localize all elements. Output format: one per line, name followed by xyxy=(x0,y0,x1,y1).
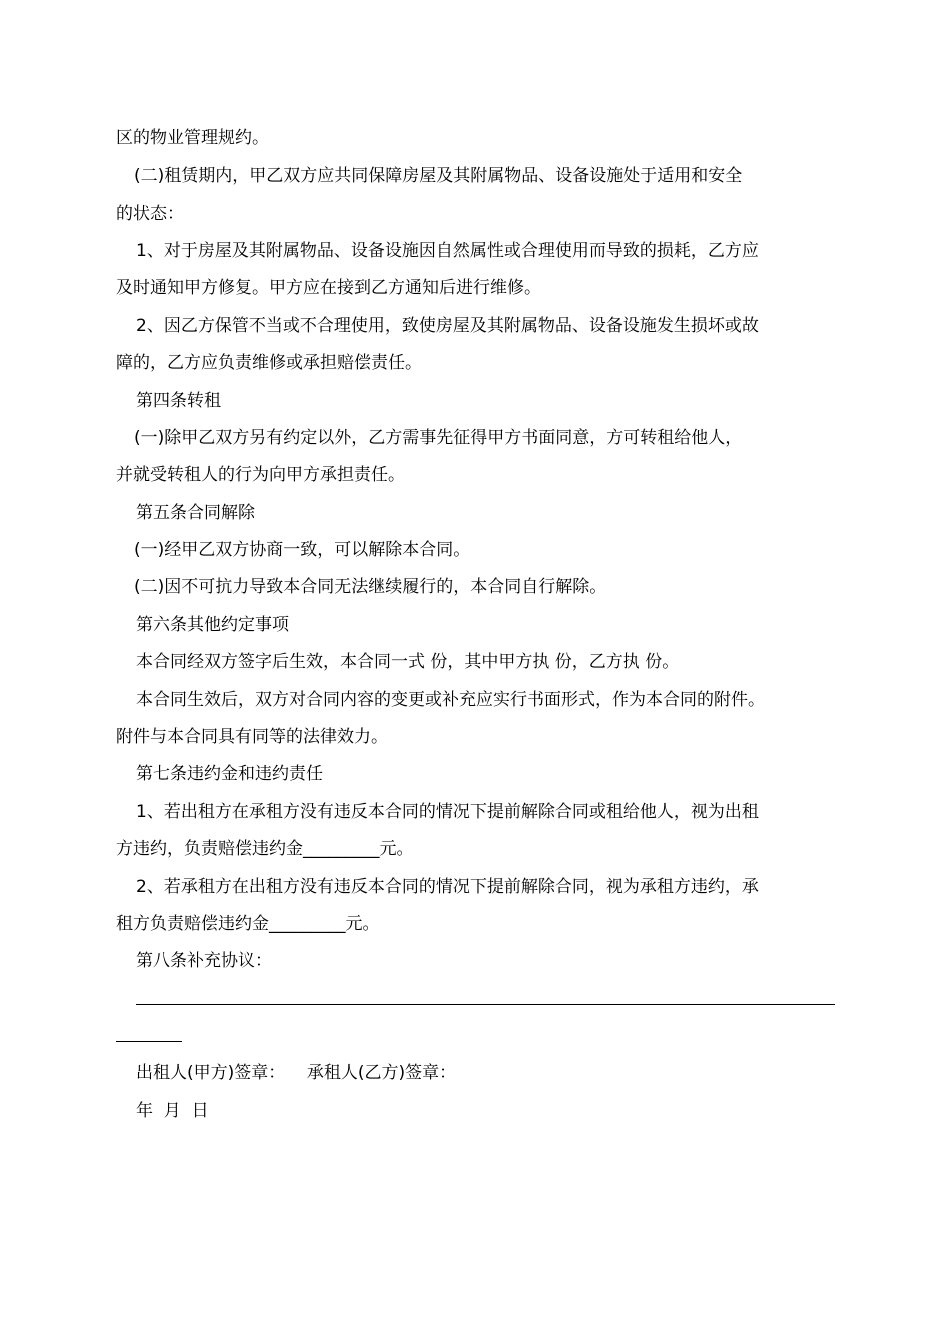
paragraph-line: 1、对于房屋及其附属物品、设备设施因自然属性或合理使用而导致的损耗，乙方应 xyxy=(136,241,759,261)
paragraph-line: 2、因乙方保管不当或不合理使用，致使房屋及其附属物品、设备设施发生损坏或故 xyxy=(136,316,759,336)
paragraph-line: 障的，乙方应负责维修或承担赔偿责任。 xyxy=(116,353,422,373)
paragraph-line: 区的物业管理规约。 xyxy=(116,128,269,148)
section-heading: 第八条补充协议： xyxy=(136,951,272,971)
paragraph-line: 租方负责赔偿违约金_________元。 xyxy=(116,914,380,934)
paragraph-line: 及时通知甲方修复。甲方应在接到乙方通知后进行维修。 xyxy=(116,278,541,298)
paragraph-line: 本合同经双方签字后生效，本合同一式 份，其中甲方执 份，乙方执 份。 xyxy=(136,652,680,672)
paragraph-line: 方违约，负责赔偿违约金_________元。 xyxy=(116,839,414,859)
supplement-blank-line xyxy=(136,1004,835,1005)
signature-line: 出租人(甲方)签章： 承租人(乙方)签章： xyxy=(136,1063,457,1083)
paragraph-line: 本合同生效后，双方对合同内容的变更或补充应实行书面形式，作为本合同的附件。 xyxy=(136,690,765,710)
paragraph-line: 2、若承租方在出租方没有违反本合同的情况下提前解除合同，视为承租方违约，承 xyxy=(136,877,759,897)
paragraph-line: 1、若出租方在承租方没有违反本合同的情况下提前解除合同或租给他人，视为出租 xyxy=(136,802,759,822)
supplement-blank-line-cont xyxy=(116,1041,182,1042)
section-heading: 第七条违约金和违约责任 xyxy=(136,764,323,784)
paragraph-line: (二)因不可抗力导致本合同无法继续履行的，本合同自行解除。 xyxy=(134,577,607,597)
date-line: 年 月 日 xyxy=(136,1101,209,1121)
paragraph-line: 附件与本合同具有同等的法律效力。 xyxy=(116,727,388,747)
paragraph-line: (一)经甲乙双方协商一致，可以解除本合同。 xyxy=(134,540,471,560)
section-heading: 第六条其他约定事项 xyxy=(136,615,289,635)
paragraph-line: 的状态： xyxy=(116,204,184,224)
section-heading: 第四条转租 xyxy=(136,391,221,411)
paragraph-line: (二)租赁期内，甲乙双方应共同保障房屋及其附属物品、设备设施处于适用和安全 xyxy=(134,166,743,186)
section-heading: 第五条合同解除 xyxy=(136,503,255,523)
paragraph-line: (一)除甲乙双方另有约定以外，乙方需事先征得甲方书面同意，方可转租给他人， xyxy=(134,428,743,448)
paragraph-line: 并就受转租人的行为向甲方承担责任。 xyxy=(116,465,405,485)
